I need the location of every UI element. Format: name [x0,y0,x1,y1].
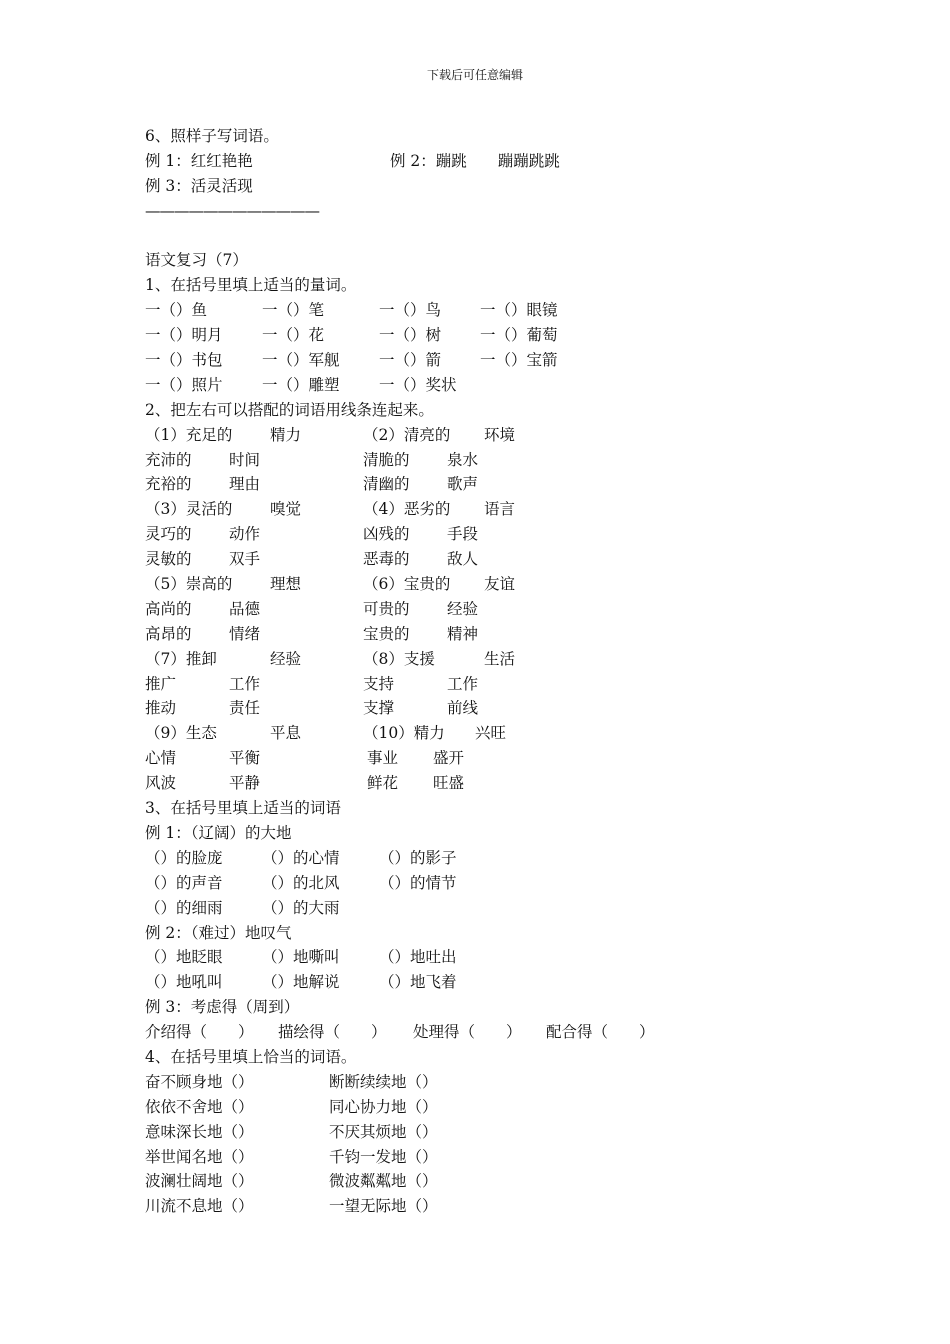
q2-cell: （10）精力 [363,724,445,743]
q2-row [145,497,845,522]
q2-cell: （5）崇高的 [145,575,233,594]
q3-cell: （）地眨眼 [145,948,223,967]
q2-matching-list [145,423,845,796]
q2-cell: 凶残的 [363,525,410,544]
q2-cell: 鲜花 [367,774,399,793]
q2-cell: 平衡 [229,749,261,768]
q2-cell: 清脆的 [363,450,410,469]
q2-row [145,746,845,771]
q2-row [145,572,845,597]
q1-row [145,348,845,373]
q1-cell: 一（）宝箭 [480,351,558,370]
q2-cell: 前线 [447,699,479,718]
q3-cell: （）的脸庞 [145,848,223,867]
q2-row [145,647,845,672]
sec6-ex2: 例 2：蹦跳 蹦蹦跳跳 [390,151,560,170]
q3-group-1 [145,846,845,921]
q2-row [145,547,845,572]
q4-cell: 微波粼粼地（） [329,1172,438,1191]
q1-cell: 一（）树 [379,326,442,345]
q3-row [145,970,845,995]
q3-cell: （）的细雨 [145,898,223,917]
q3-cell: 配合得（ ） [546,1023,655,1042]
q4-cell: 奋不顾身地（） [145,1072,254,1091]
sec6-ex3: 例 3：活灵活现 [145,176,253,195]
q2-cell: 泉水 [447,450,479,469]
q4-row [145,1095,845,1120]
q2-cell: 宝贵的 [363,624,410,643]
q2-cell: 经验 [447,599,479,618]
sec6-title: 6、照样子写词语。 [145,127,279,145]
q2-row [145,771,845,796]
q1-cell: 一（）葡萄 [480,326,558,345]
q1-cell: 一（）书包 [145,351,223,370]
q2-cell: 灵敏的 [145,550,192,569]
q1-cell: 一（）鱼 [145,301,208,320]
q3-cell: 描绘得（ ） [278,1023,387,1042]
q2-cell: 生活 [484,649,516,668]
q2-cell: 友谊 [484,575,516,594]
q2-cell: 环境 [484,425,516,444]
q2-cell: （6）宝贵的 [363,575,451,594]
q1-cell: 一（）箭 [379,351,442,370]
q3-cell: （）地飞着 [379,973,457,992]
q2-row [145,696,845,721]
q1-cell: 一（）鸟 [379,301,442,320]
q2-cell: 情绪 [229,624,261,643]
q4-cell: 举世闻名地（） [145,1147,254,1166]
q2-title: 2、把左右可以搭配的词语用线条连起来。 [145,400,434,419]
q2-cell: 平息 [270,724,302,743]
q3-title: 3、在括号里填上适当的词语 [145,799,341,818]
q3-example-1: 例 1：（辽阔）的大地 [145,823,292,842]
q2-cell: 理想 [270,575,302,594]
q4-cell: 断断续续地（） [329,1072,438,1091]
q3-example-2: 例 2：（难过）地叹气 [145,923,292,942]
q3-cell: （）的影子 [379,848,457,867]
q3-cell: （）地吐出 [379,948,457,967]
q2-row [145,721,845,746]
q3-cell: 处理得（ ） [413,1023,522,1042]
document-body [145,124,845,1219]
q1-cell: 一（）奖状 [379,375,457,394]
q1-cell: 一（）明月 [145,326,223,345]
q2-cell: 推动 [145,699,177,718]
q3-cell: （）地解说 [262,973,340,992]
q3-cell: （）的声音 [145,873,223,892]
q2-cell: 工作 [447,674,479,693]
q2-cell: 推广 [145,674,177,693]
q3-cell: （）地吼叫 [145,973,223,992]
q1-cell: 一（）照片 [145,375,223,394]
q2-cell: 责任 [229,699,261,718]
sec6-ex1: 例 1：红红艳艳 [145,151,253,170]
q2-cell: 嗅觉 [270,500,302,519]
q2-cell: （9）生态 [145,724,217,743]
q4-row [145,1194,845,1219]
q2-cell: 高尚的 [145,599,192,618]
q2-row [145,423,845,448]
q1-row [145,373,845,398]
q2-cell: 经验 [270,649,302,668]
q3-row [145,896,845,921]
q3-cell: （）的大雨 [262,898,340,917]
q1-cell: 一（）军舰 [262,351,340,370]
q3-group-2 [145,945,845,995]
q2-cell: 心情 [145,749,177,768]
review-title: 语文复习（7） [145,251,248,270]
q4-cell: 千钧一发地（） [329,1147,438,1166]
q4-row [145,1145,845,1170]
q2-cell: 支撑 [363,699,395,718]
q2-cell: 语言 [484,500,516,519]
q3-cell: （）的情节 [379,873,457,892]
q2-cell: （2）清亮的 [363,425,451,444]
q2-cell: 清幽的 [363,475,410,494]
q1-cell: 一（）笔 [262,301,325,320]
q2-cell: 灵巧的 [145,525,192,544]
q2-cell: 盛开 [433,749,465,768]
q4-cell: 同心协力地（） [329,1097,438,1116]
q1-row [145,298,845,323]
q2-cell: 兴旺 [475,724,507,743]
sec6-examples [145,149,845,174]
sec6-answer-rule: ———————————— [145,201,319,220]
q3-cell: （）地嘶叫 [262,948,340,967]
q3-row [145,871,845,896]
q2-cell: 品德 [229,599,261,618]
q2-cell: 可贵的 [363,599,410,618]
q3-cell: 介绍得（ ） [145,1023,254,1042]
q2-cell: 支持 [363,674,395,693]
q2-row [145,448,845,473]
q4-cell: 一望无际地（） [329,1197,438,1216]
q4-cell: 波澜壮阔地（） [145,1172,254,1191]
q4-row [145,1169,845,1194]
q2-row [145,522,845,547]
q2-cell: 手段 [447,525,479,544]
q4-list [145,1070,845,1219]
q2-cell: 敌人 [447,550,479,569]
q3-example-3: 例 3：考虑得（周到） [145,998,300,1017]
q3-cell: （）的北风 [262,873,340,892]
q2-cell: 歌声 [447,475,479,494]
q4-cell: 川流不息地（） [145,1197,254,1216]
q2-cell: 高昂的 [145,624,192,643]
page-header: 下载后可任意编辑 [426,68,523,82]
q2-cell: 恶毒的 [363,550,410,569]
q2-row [145,472,845,497]
q2-cell: 充沛的 [145,450,192,469]
q1-row [145,323,845,348]
q1-cell: 一（）花 [262,326,325,345]
q3-row [145,945,845,970]
q2-cell: 事业 [367,749,399,768]
q3-cell: （）的心情 [262,848,340,867]
q2-cell: 充裕的 [145,475,192,494]
q3-row [145,846,845,871]
q2-row [145,672,845,697]
q2-row [145,597,845,622]
q2-cell: （7）推卸 [145,649,217,668]
q2-cell: 双手 [229,550,261,569]
spacer [145,224,845,249]
q4-cell: 意味深长地（） [145,1122,254,1141]
q2-cell: 精神 [447,624,479,643]
q2-cell: 动作 [229,525,261,544]
q2-cell: （4）恶劣的 [363,500,451,519]
q3-row-3 [145,1020,845,1045]
q4-row [145,1120,845,1145]
q2-cell: 理由 [229,475,261,494]
q1-cell: 一（）眼镜 [480,301,558,320]
q2-cell: 时间 [229,450,261,469]
q2-cell: 旺盛 [433,774,465,793]
q4-cell: 依依不舍地（） [145,1097,254,1116]
q2-cell: （3）灵活的 [145,500,233,519]
q4-title: 4、在括号里填上恰当的词语。 [145,1047,357,1066]
q2-cell: 精力 [270,425,302,444]
q2-cell: （8）支援 [363,649,435,668]
q4-row [145,1070,845,1095]
q2-cell: 工作 [229,674,261,693]
q2-cell: （1）充足的 [145,425,233,444]
q2-cell: 平静 [229,774,261,793]
q1-title: 1、在括号里填上适当的量词。 [145,276,357,295]
q4-cell: 不厌其烦地（） [329,1122,438,1141]
q2-cell: 风波 [145,774,177,793]
q1-cell: 一（）雕塑 [262,375,340,394]
q2-row [145,622,845,647]
